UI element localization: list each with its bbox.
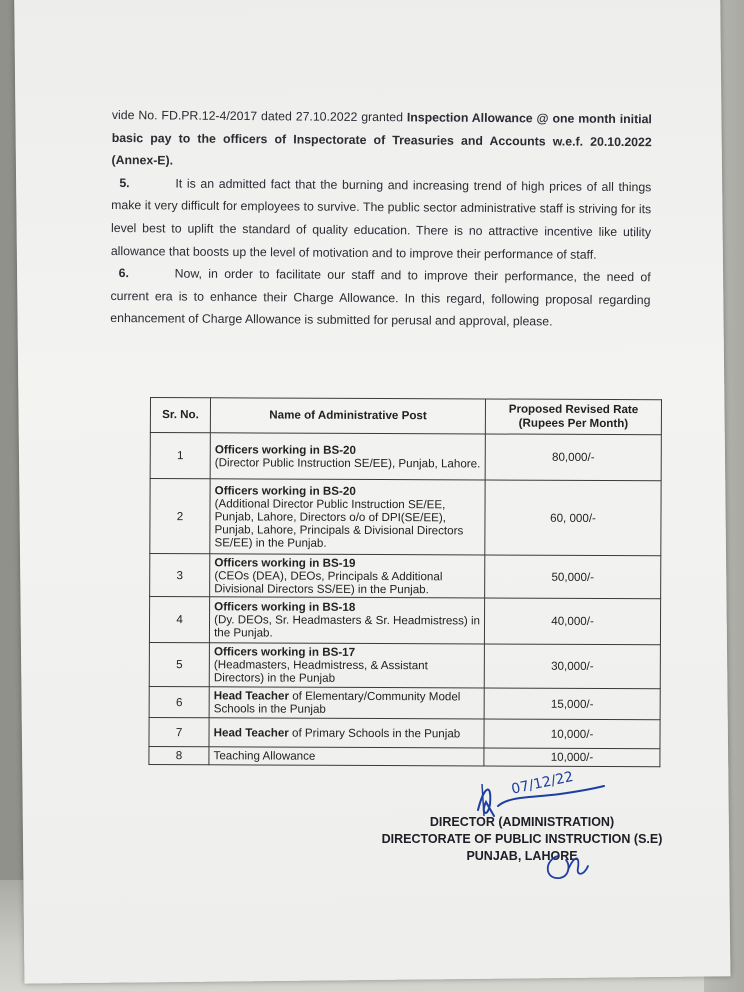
signature-date: 07/12/22: [510, 768, 575, 798]
table-row: [149, 717, 660, 748]
row-post: [210, 479, 485, 555]
row-post-title: Officers working in BS-19: [214, 555, 356, 570]
row-rate: 10,000/-: [484, 748, 660, 767]
row-post-detail: (CEOs (DEA), DEOs, Principals & Additional Divisional Directors SS/EE) in the Punjab.: [214, 568, 443, 596]
table-row: [150, 479, 661, 556]
row-sr: 4: [149, 597, 209, 643]
row-post-detail: of Primary Schools in the Punjab: [288, 726, 461, 740]
intro-text-bold: Inspection Allowance @ one month initial basic pay to the officers of Inspectorate of Treasuries and Accounts w.e.f. 20.10.2022 (Annex-E).: [111, 110, 652, 168]
row-rate: 15,000/-: [484, 688, 660, 720]
row-post-title: Head Teacher: [213, 725, 289, 740]
row-post-detail: (Dy. DEOs, Sr. Headmasters & Sr. Headmistress) in the Punjab.: [214, 613, 481, 640]
charge-allowance-table: [148, 397, 662, 767]
row-post-detail: Teaching Allowance: [213, 749, 316, 763]
row-post: [210, 597, 485, 644]
row-rate: 10,000/-: [484, 719, 660, 749]
row-rate: 30,000/-: [484, 644, 660, 689]
header-proposed-rate: Proposed Revised Rate (Rupees Per Month): [485, 399, 661, 435]
row-post: [209, 643, 484, 688]
row-post-title: Officers working in BS-18: [214, 600, 356, 614]
paragraph-number: 5.: [119, 175, 130, 190]
paragraph-number: 6.: [118, 266, 129, 281]
row-post-title: Officers working in BS-17: [213, 645, 356, 659]
row-rate: 60, 000/-: [485, 480, 661, 556]
row-rate: 50,000/-: [485, 555, 661, 599]
row-post-detail: (Additional Director Public Instruction SE/EE, Punjab, Lahore, Directors o/o of DPI(SE/EE), Punjab, Lahore, Principals & Divisional Directors SE/EE) in the Punjab.: [214, 496, 464, 550]
intro-paragraph: [111, 104, 652, 176]
row-post: [209, 747, 484, 766]
table-row: [149, 746, 660, 766]
signature-block: [362, 814, 682, 865]
table-row: [150, 554, 661, 599]
row-sr: 2: [150, 479, 210, 554]
table-row: [150, 433, 661, 481]
row-post: [209, 687, 484, 719]
letter-body: [110, 104, 652, 334]
intro-text-plain: vide No. FD.PR.12-4/2017 dated 27.10.2022 granted: [111, 107, 407, 125]
paragraph-5: [111, 172, 652, 267]
paragraph-text: Now, in order to facilitate our staff and to improve their performance, the need of current era is to enhance their Charge Allowance. In this regard, following proposal regarding enhancement of Charge Allowance is submitted for perusal and approval, please.: [110, 266, 651, 329]
paragraph-6: [110, 262, 651, 334]
signatory-designation: DIRECTOR (ADMINISTRATION): [429, 815, 615, 829]
table-header-row: [150, 398, 661, 435]
row-rate: 80,000/-: [485, 434, 661, 481]
row-post-title: Officers working in BS-20: [214, 483, 356, 498]
table-row: [149, 686, 660, 719]
row-post: [209, 718, 484, 748]
row-sr: 3: [150, 554, 210, 597]
row-post-title: Officers working in BS-20: [214, 442, 357, 457]
row-post: [210, 554, 485, 598]
row-post-title: Head Teacher: [213, 689, 290, 703]
row-sr: 8: [149, 746, 209, 764]
row-rate: 40,000/-: [485, 598, 661, 645]
signatory-office: DIRECTORATE OF PUBLIC INSTRUCTION (S.E): [381, 832, 663, 846]
paragraph-text: It is an admitted fact that the burning and increasing trend of high prices of all things make it very difficult for employees to survive. The public sector administrative staff is striving for its level best to uplift the standard of quality education. There is no attractive incentive like utility allowance that boosts up the level of motivation and to improve their performance of staff.: [110, 176, 652, 262]
row-post: [210, 433, 485, 480]
row-post-detail: (Headmasters, Headmistress, & Assistant Directors) in the Punjab: [213, 658, 428, 685]
row-sr: 7: [149, 717, 209, 746]
row-post-detail: (Director Public Instruction SE/EE), Punjab, Lahore.: [214, 455, 481, 470]
row-sr: 1: [150, 433, 210, 479]
signatory-location: PUNJAB, LAHORE: [466, 849, 578, 863]
row-sr: 5: [149, 642, 209, 686]
header-post-name: Name of Administrative Post: [210, 398, 485, 434]
header-sr-no: Sr. No.: [150, 398, 210, 433]
table-row: [149, 597, 660, 645]
table-row: [149, 642, 660, 688]
row-sr: 6: [149, 686, 209, 717]
initials-scribble: [540, 846, 592, 886]
row-post-detail: of Elementary/Community Model Schools in the Punjab: [213, 689, 461, 716]
